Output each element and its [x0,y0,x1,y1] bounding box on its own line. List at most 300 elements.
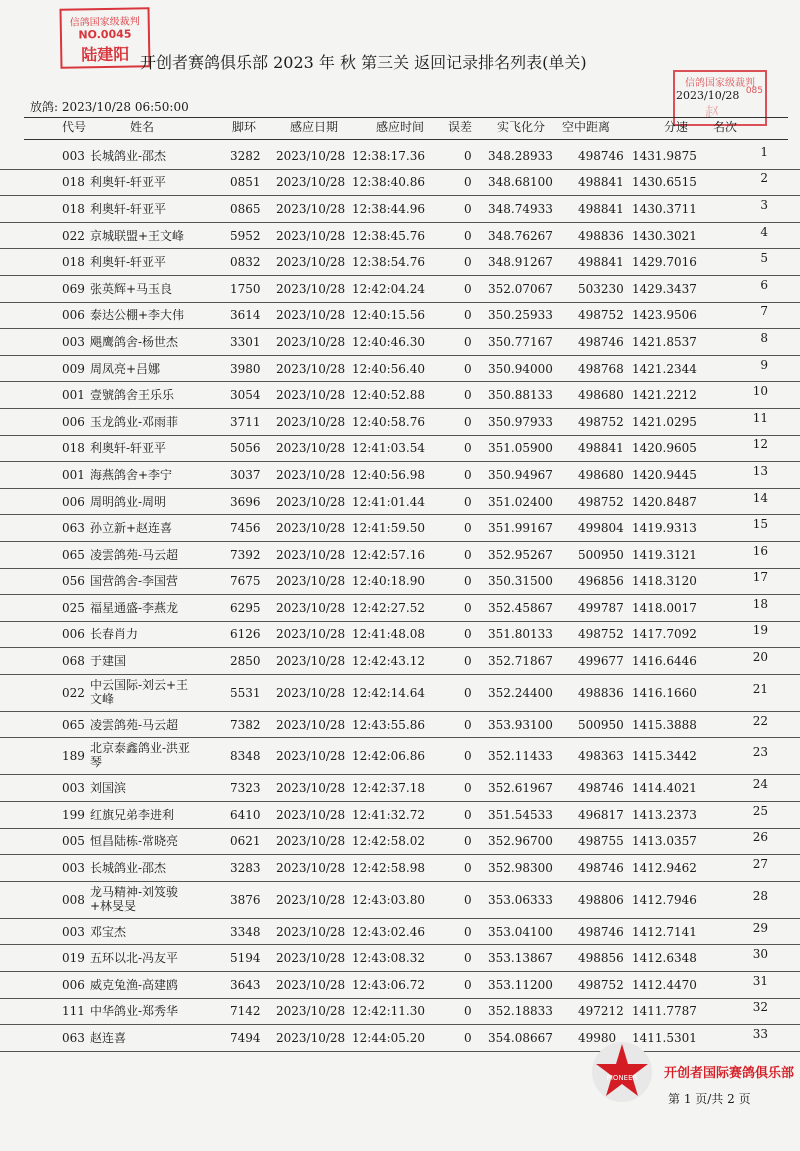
cell-speed: 1416.6446 [632,654,697,669]
cell-speed: 1430.3021 [632,228,697,243]
cell-rank: 9 [760,357,768,372]
cell-date: 2023/10/28 [276,255,346,270]
cell-time: 12:38:44.96 [352,201,425,216]
cell-fly: 350.97933 [488,414,553,429]
cell-name: 长春肖力 [90,627,139,642]
cell-ring: 0832 [230,255,261,270]
cell-time: 12:42:27.52 [352,600,425,615]
cell-fly: 348.28933 [488,148,553,163]
table-row [0,775,800,802]
cell-ring: 5531 [230,685,261,700]
cell-fly: 350.77167 [488,334,553,349]
cell-rank: 6 [760,277,768,292]
cell-rank: 24 [752,777,768,792]
cell-date: 2023/10/28 [276,308,346,323]
page-number: 第 1 页/共 2 页 [668,1092,751,1106]
cell-name: 壹號鸽舍王乐乐 [90,388,175,403]
cell-date: 2023/10/28 [276,861,346,876]
cell-name: 周明鸽业-周明 [90,494,167,509]
cell-ring: 3282 [230,148,261,163]
cell-time: 12:41:03.54 [352,441,425,456]
cell-error: 0 [464,924,472,939]
cell-ring: 3614 [230,308,261,323]
cell-time: 12:40:52.88 [352,388,425,403]
table-row [0,329,800,356]
stamp-date-overlay: 2023/10/28 [676,89,740,102]
cell-code: 003 [62,781,85,796]
cell-date: 2023/10/28 [276,1004,346,1019]
cell-speed: 1412.7141 [632,924,697,939]
cell-code: 065 [62,547,85,562]
cell-time: 12:42:04.24 [352,281,425,296]
cell-name: 泰达公棚+李大伟 [90,308,185,323]
cell-time: 12:42:58.98 [352,861,425,876]
cell-ring: 6126 [230,627,261,642]
cell-rank: 10 [752,384,768,399]
cell-rank: 27 [752,857,768,872]
cell-error: 0 [464,807,472,822]
cell-name: 飓鹰鸽舍-杨世杰 [90,334,179,349]
cell-code: 008 [62,892,85,907]
table-row [0,489,800,516]
cell-name: 张英辉+马玉良 [90,281,173,296]
cell-distance: 498680 [578,467,624,482]
table-row [0,170,800,197]
cell-time: 12:42:14.64 [352,685,425,700]
cell-name: 中华鸽业-郑秀华 [90,1004,179,1019]
cell-fly: 348.68100 [488,175,553,190]
cell-rank: 13 [752,463,768,478]
cell-time: 12:40:15.56 [352,308,425,323]
cell-ring: 3283 [230,861,261,876]
cell-speed: 1412.6348 [632,951,697,966]
cell-fly: 352.96700 [488,834,553,849]
cell-code: 111 [62,1004,85,1019]
cell-date: 2023/10/28 [276,574,346,589]
cell-fly: 353.06333 [488,892,553,907]
cell-date: 2023/10/28 [276,807,346,822]
cell-distance: 498836 [578,228,624,243]
cell-distance: 498746 [578,334,624,349]
cell-error: 0 [464,781,472,796]
cell-ring: 7142 [230,1004,261,1019]
cell-rank: 23 [752,745,768,760]
cell-fly: 351.54533 [488,807,553,822]
cell-name: 邓宝杰 [90,924,127,939]
cell-fly: 352.98300 [488,861,553,876]
cell-date: 2023/10/28 [276,175,346,190]
cell-fly: 352.95267 [488,547,553,562]
cell-time: 12:43:06.72 [352,977,425,992]
cell-ring: 3980 [230,361,261,376]
cell-fly: 352.18833 [488,1004,553,1019]
cell-speed: 1420.8487 [632,494,697,509]
table-row [0,249,800,276]
table-row [0,303,800,330]
cell-rank: 11 [752,410,768,425]
cell-rank: 21 [752,681,768,696]
cell-speed: 1411.5301 [632,1031,697,1046]
table-row [0,855,800,882]
logo-badge-text: PIONEER [606,1074,638,1082]
table-row [0,945,800,972]
cell-fly: 352.45867 [488,600,553,615]
cell-error: 0 [464,308,472,323]
cell-time: 12:42:06.86 [352,749,425,764]
cell-name: 长城鸽业-邵杰 [90,148,167,163]
cell-error: 0 [464,951,472,966]
cell-code: 005 [62,834,85,849]
cell-code: 003 [62,861,85,876]
cell-time: 12:38:45.76 [352,228,425,243]
cell-distance: 498746 [578,781,624,796]
cell-ring: 5952 [230,228,261,243]
cell-error: 0 [464,334,472,349]
cell-ring: 0865 [230,201,261,216]
cell-error: 0 [464,1031,472,1046]
cell-name: 利奥轩-轩亚平 [90,201,167,216]
cell-fly: 353.13867 [488,951,553,966]
cell-speed: 1430.3711 [632,201,697,216]
cell-date: 2023/10/28 [276,834,346,849]
cell-code: 006 [62,414,85,429]
release-time: 放鸽: 2023/10/28 06:50:00 [30,100,189,114]
cell-rank: 19 [752,623,768,638]
cell-error: 0 [464,467,472,482]
cell-date: 2023/10/28 [276,977,346,992]
cell-ring: 3054 [230,388,261,403]
cell-fly: 352.07067 [488,281,553,296]
cell-code: 019 [62,951,85,966]
cell-rank: 2 [760,171,768,186]
cell-error: 0 [464,627,472,642]
cell-name: 红旗兄弟李进利 [90,807,175,822]
cell-ring: 3037 [230,467,261,482]
cell-rank: 12 [752,437,768,452]
cell-speed: 1429.7016 [632,255,697,270]
cell-distance: 498841 [578,201,624,216]
cell-time: 12:40:56.40 [352,361,425,376]
cell-date: 2023/10/28 [276,627,346,642]
cell-distance: 498746 [578,148,624,163]
table-row [0,462,800,489]
header-speed: 分速 [664,120,689,134]
cell-name: 威克兔渔-高建鸥 [90,977,179,992]
cell-date: 2023/10/28 [276,281,346,296]
cell-distance: 497212 [578,1004,624,1019]
cell-distance: 498755 [578,834,624,849]
table-row [0,738,800,775]
cell-code: 063 [62,1031,85,1046]
cell-distance: 499787 [578,600,624,615]
cell-rank: 17 [752,570,768,585]
cell-name: 龙马精神-刘笈骏+林旻旻 [90,884,179,913]
cell-error: 0 [464,861,472,876]
cell-speed: 1413.0357 [632,834,697,849]
cell-distance: 498752 [578,308,624,323]
table-row [0,919,800,946]
cell-rank: 32 [752,1000,768,1015]
cell-date: 2023/10/28 [276,951,346,966]
cell-ring: 2850 [230,654,261,669]
cell-date: 2023/10/28 [276,494,346,509]
cell-name: 周凤亮+吕娜 [90,361,161,376]
cell-rank: 22 [752,713,768,728]
cell-time: 12:42:11.30 [352,1004,425,1019]
cell-code: 009 [62,361,85,376]
cell-name: 凌雲鸽苑-马云超 [90,717,179,732]
cell-fly: 352.24400 [488,685,553,700]
cell-date: 2023/10/28 [276,924,346,939]
table-row [0,622,800,649]
cell-ring: 7494 [230,1031,261,1046]
cell-ring: 3711 [230,414,261,429]
cell-speed: 1418.0017 [632,600,697,615]
cell-name: 福星通盛-李燕龙 [90,600,179,615]
cell-date: 2023/10/28 [276,1031,346,1046]
cell-error: 0 [464,1004,472,1019]
cell-time: 12:38:17.36 [352,148,425,163]
referee-stamp-left [59,7,150,69]
cell-error: 0 [464,441,472,456]
cell-ring: 3301 [230,334,261,349]
cell-rank: 8 [760,330,768,345]
cell-rank: 1 [760,144,768,159]
cell-name: 国营鸽舍-李国营 [90,574,179,589]
cell-date: 2023/10/28 [276,414,346,429]
cell-time: 12:42:57.16 [352,547,425,562]
cell-error: 0 [464,574,472,589]
cell-ring: 7392 [230,547,261,562]
cell-ring: 0851 [230,175,261,190]
cell-speed: 1423.9506 [632,308,697,323]
cell-fly: 352.71867 [488,654,553,669]
cell-ring: 8348 [230,749,261,764]
cell-fly: 353.11200 [488,977,553,992]
cell-fly: 351.05900 [488,441,553,456]
cell-fly: 350.94000 [488,361,553,376]
cell-date: 2023/10/28 [276,388,346,403]
header-code: 代号 [62,120,87,134]
cell-ring: 0621 [230,834,261,849]
cell-speed: 1421.0295 [632,414,697,429]
cell-distance: 499677 [578,654,624,669]
cell-code: 001 [62,388,85,403]
cell-code: 199 [62,807,85,822]
cell-date: 2023/10/28 [276,685,346,700]
cell-speed: 1420.9605 [632,441,697,456]
cell-name: 利奥轩-轩亚平 [90,441,167,456]
header-ring: 脚环 [232,120,257,134]
cell-date: 2023/10/28 [276,654,346,669]
cell-ring: 7323 [230,781,261,796]
cell-code: 022 [62,228,85,243]
cell-fly: 348.76267 [488,228,553,243]
cell-code: 065 [62,717,85,732]
table-row [0,829,800,856]
cell-speed: 1421.8537 [632,334,697,349]
cell-time: 12:44:05.20 [352,1031,425,1046]
table-row [0,382,800,409]
cell-name: 京城联盟+王文峰 [90,228,185,243]
cell-code: 006 [62,977,85,992]
table-row [0,356,800,383]
cell-ring: 5194 [230,951,261,966]
table-header [0,118,800,138]
table-row [0,802,800,829]
table-row [0,569,800,596]
cell-name: 孙立新+赵连喜 [90,521,173,536]
watermark-brand: 开创者国际赛鸽俱乐部 [664,1066,795,1081]
table-row [0,712,800,739]
cell-distance: 498752 [578,627,624,642]
cell-distance: 498746 [578,924,624,939]
cell-code: 018 [62,175,85,190]
cell-error: 0 [464,228,472,243]
cell-code: 003 [62,334,85,349]
cell-code: 006 [62,494,85,509]
cell-distance: 498806 [578,892,624,907]
cell-rank: 26 [752,830,768,845]
cell-date: 2023/10/28 [276,228,346,243]
cell-name: 利奥轩-轩亚平 [90,255,167,270]
cell-fly: 351.02400 [488,494,553,509]
cell-error: 0 [464,414,472,429]
header-rank: 名次 [713,120,738,134]
cell-error: 0 [464,547,472,562]
cell-code: 068 [62,654,85,669]
cell-name: 利奥轩-轩亚平 [90,175,167,190]
cell-date: 2023/10/28 [276,600,346,615]
cell-error: 0 [464,175,472,190]
cell-speed: 1415.3888 [632,717,697,732]
cell-error: 0 [464,685,472,700]
cell-error: 0 [464,892,472,907]
cell-fly: 353.04100 [488,924,553,939]
cell-speed: 1418.3120 [632,574,697,589]
table-row [0,542,800,569]
cell-code: 006 [62,627,85,642]
cell-speed: 1421.2212 [632,388,697,403]
cell-rank: 3 [760,197,768,212]
cell-time: 12:43:08.32 [352,951,425,966]
cell-name: 海燕鸽舍+李宁 [90,467,173,482]
cell-code: 018 [62,201,85,216]
header-error: 误差 [448,120,473,134]
cell-code: 063 [62,521,85,536]
cell-ring: 7382 [230,717,261,732]
cell-date: 2023/10/28 [276,521,346,536]
cell-code: 018 [62,441,85,456]
cell-time: 12:40:18.90 [352,574,425,589]
stamp-right-line1: 信鸽国家级裁判 [685,78,755,89]
table-row [0,675,800,712]
cell-rank: 33 [752,1027,768,1042]
cell-rank: 16 [752,543,768,558]
cell-rank: 7 [760,304,768,319]
cell-ring: 3876 [230,892,261,907]
cell-distance: 498752 [578,414,624,429]
cell-speed: 1412.7946 [632,892,697,907]
table-row [0,972,800,999]
cell-code: 189 [62,749,85,764]
cell-time: 12:41:48.08 [352,627,425,642]
cell-time: 12:42:43.12 [352,654,425,669]
cell-speed: 1413.2373 [632,807,697,822]
cell-error: 0 [464,201,472,216]
cell-error: 0 [464,717,472,732]
stamp-left-number: NO.0045 [78,27,132,42]
cell-code: 001 [62,467,85,482]
cell-time: 12:43:02.46 [352,924,425,939]
cell-speed: 1419.3121 [632,547,697,562]
cell-time: 12:40:58.76 [352,414,425,429]
cell-rank: 29 [752,920,768,935]
cell-error: 0 [464,494,472,509]
cell-error: 0 [464,600,472,615]
cell-speed: 1414.4021 [632,781,697,796]
table-row [0,196,800,223]
table-row [0,515,800,542]
cell-rank: 20 [752,650,768,665]
cell-time: 12:41:59.50 [352,521,425,536]
stamp-right-name: 赵 [705,105,719,121]
cell-rank: 4 [760,224,768,239]
cell-name: 赵连喜 [90,1031,127,1046]
cell-ring: 6410 [230,807,261,822]
cell-distance: 498680 [578,388,624,403]
cell-distance: 500950 [578,717,624,732]
table-row [0,595,800,622]
cell-time: 12:40:46.30 [352,334,425,349]
stamp-right-number: 085 [745,86,763,96]
cell-error: 0 [464,255,472,270]
cell-distance: 498768 [578,361,624,376]
table-row [0,276,800,303]
cell-error: 0 [464,281,472,296]
cell-fly: 350.94967 [488,467,553,482]
cell-distance: 503230 [578,281,624,296]
cell-distance: 498841 [578,175,624,190]
cell-ring: 7456 [230,521,261,536]
cell-error: 0 [464,361,472,376]
cell-distance: 496856 [578,574,624,589]
cell-code: 069 [62,281,85,296]
cell-speed: 1421.2344 [632,361,697,376]
cell-rank: 30 [752,947,768,962]
cell-name: 长城鸽业-邵杰 [90,861,167,876]
results-table [0,143,800,1052]
cell-time: 12:38:54.76 [352,255,425,270]
cell-time: 12:40:56.98 [352,467,425,482]
cell-rank: 25 [752,803,768,818]
cell-error: 0 [464,977,472,992]
cell-date: 2023/10/28 [276,334,346,349]
cell-ring: 7675 [230,574,261,589]
cell-code: 025 [62,600,85,615]
cell-date: 2023/10/28 [276,547,346,562]
cell-distance: 498856 [578,951,624,966]
cell-speed: 1429.3437 [632,281,697,296]
cell-name: 恒昌陆栋-常晓亮 [90,834,179,849]
cell-error: 0 [464,388,472,403]
cell-distance: 496817 [578,807,624,822]
cell-error: 0 [464,521,472,536]
cell-code: 006 [62,308,85,323]
cell-speed: 1412.9462 [632,861,697,876]
cell-distance: 498746 [578,861,624,876]
cell-time: 12:43:55.86 [352,717,425,732]
